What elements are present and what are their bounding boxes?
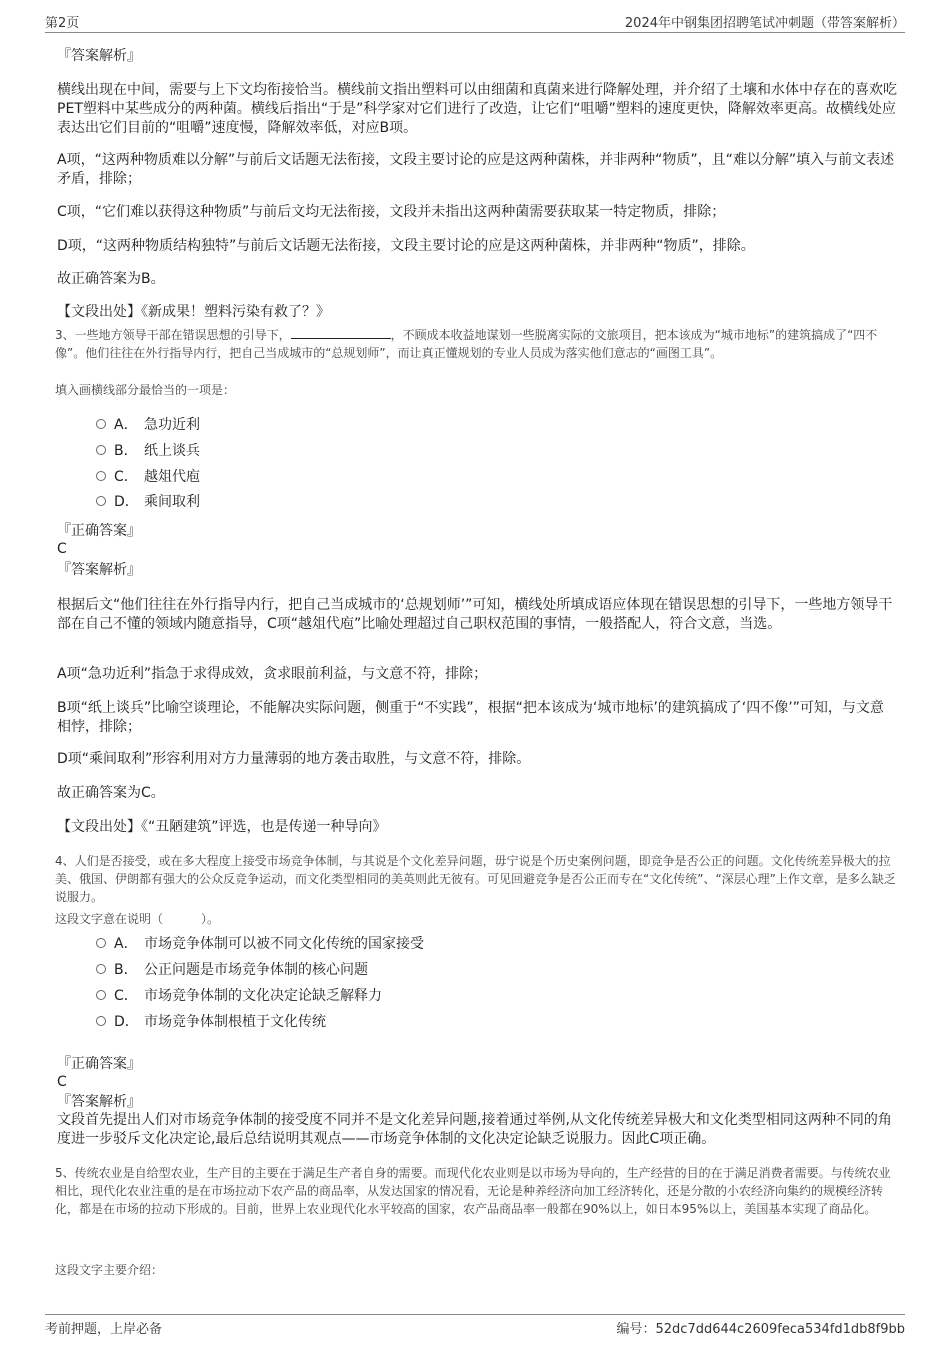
q4-stem: 4、人们是否接受，或在多大程度上接受市场竞争体制，与其说是个文化差异问题，毋宁说是个历史案例问题，即竞争是否公正的问题。文化传统差异极大的拉美、俄国、伊朗都有强大的公众反竞争运动，而文化类型相同的美英则此无彼有。可见回避竞争是否公正而专在“文化传统”、“深层心理”上作文章，是多么缺乏说服力。 xyxy=(55,854,896,904)
radio-icon[interactable] xyxy=(96,445,106,455)
q3-option-d-analysis: D项“乘间取利”形容利用对方力量薄弱的地方袭击取胜，与文意不符，排除。 xyxy=(57,751,531,767)
q2-source: 【文段出处】《新成果！塑料污染有救了？》 xyxy=(57,304,330,320)
q2-analysis: 横线出现在中间，需要与上下文均衔接恰当。横线前文指出塑料可以由细菌和真菌来进行降解处理，并介绍了土壤和水体中存在的喜欢吃PET塑料中某些成分的两种菌。横线后指出“于是”科学家对它们进行了改造，让它们“咀嚼”塑料的速度更快，降解效率更高。故横线处应表达出它们目前的“咀嚼”速度慢，降解效率低，对应B项。 xyxy=(57,82,897,136)
q5-prompt: 这段文字主要介绍： xyxy=(55,1263,164,1277)
radio-icon[interactable] xyxy=(96,496,106,506)
page-footer xyxy=(45,1314,905,1338)
radio-icon[interactable] xyxy=(96,938,106,948)
q3-answer-title: 『正确答案』 xyxy=(57,523,141,539)
q3-source: 【文段出处】《“丑陋建筑”评选，也是传递一种导向》 xyxy=(57,819,387,835)
radio-icon[interactable] xyxy=(96,419,106,429)
radio-icon[interactable] xyxy=(96,471,106,481)
q3-analysis-title: 『答案解析』 xyxy=(57,562,141,578)
q3-option-a[interactable]: A． 急功近利 xyxy=(96,416,200,434)
q2-analysis-title: 『答案解析』 xyxy=(57,48,141,64)
q4-answer: C xyxy=(57,1074,67,1090)
q4-option-d[interactable]: D． 市场竞争体制根植于文化传统 xyxy=(96,1013,326,1031)
document-code: 编号：52dc7dd644c2609feca534fd1db8f9bb xyxy=(616,1322,905,1337)
q3-option-a-analysis: A项“急功近利”指急于求得成效，贪求眼前利益，与文意不符，排除； xyxy=(57,666,488,682)
q3-prompt: 填入画横线部分最恰当的一项是： xyxy=(55,383,236,397)
q3-answer: C xyxy=(57,541,67,557)
document-title: 2024年中钢集团招聘笔试冲刺题（带答案解析） xyxy=(624,16,905,31)
q4-analysis: 文段首先提出人们对市场竞争体制的接受度不同并不是文化差异问题,接着通过举例,从文化传统差异极大和文化类型相同这两种不同的角度进一步驳斥文化决定论,最后总结说明其观点——市场竞争体制的文化决定论缺乏说服力。因此C项正确。 xyxy=(57,1112,892,1147)
q4-answer-title: 『正确答案』 xyxy=(57,1056,141,1072)
page-number: 第2页 xyxy=(45,16,80,31)
radio-icon[interactable] xyxy=(96,964,106,974)
q4-option-a[interactable]: A． 市场竞争体制可以被不同文化传统的国家接受 xyxy=(96,935,424,953)
q4-prompt: 这段文字意在说明（ ）。 xyxy=(55,912,220,926)
q2-option-c-analysis: C项，“它们难以获得这种物质”与前后文均无法衔接，文段并未指出这两种菌需要获取某一特定物质，排除； xyxy=(57,204,726,220)
q5-stem: 5、传统农业是自给型农业，生产目的主要在于满足生产者自身的需要。而现代化农业则是以市场为导向的，生产经营的目的在于满足消费者需要。与传统农业相比，现代化农业注重的是在市场拉动下农产品的商品率，从发达国家的情况看，无论是种养经济向加工经济转化，还是分散的小农经济向集约的规模经济转化，都是在市场的拉动下形成的。目前，世界上农业现代化水平较高的国家，农产品商品率一般都在90%以上，如日本95%以上，美国基本实现了商品化。 xyxy=(55,1166,891,1216)
q4-option-b[interactable]: B． 公正问题是市场竞争体制的核心问题 xyxy=(96,961,368,979)
radio-icon[interactable] xyxy=(96,990,106,1000)
q3-option-b[interactable]: B． 纸上谈兵 xyxy=(96,442,200,460)
q3-conclusion: 故正确答案为C。 xyxy=(57,785,165,801)
q3-analysis: 根据后文“他们往往在外行指导内行，把自己当成城市的‘总规划师’”可知，横线处所填成语应体现在错误思想的引导下，一些地方领导干部在自己不懂的领域内随意指导，C项“越俎代庖”比喻处理超过自己职权范围的事情，一般搭配人，符合文意，当选。 xyxy=(57,597,893,632)
q3-stem: 3、一些地方领导干部在错误思想的引导下， ，不顾成本收益地谋划一些脱离实际的文旅项目，把本该成为“城市地标”的建筑搞成了“四不像”。他们往往在外行指导内行，把自己当成城市的“总规划师”，而让真正懂规划的专业人员成为落实他们意志的“画图工具”。 xyxy=(55,328,878,360)
q2-option-d-analysis: D项，“这两种物质结构独特”与前后文话题无法衔接，文段主要讨论的应是这两种菌株，并非两种“物质”，排除。 xyxy=(57,238,755,254)
q3-blank xyxy=(291,326,391,339)
q3-option-d[interactable]: D． 乘间取利 xyxy=(96,493,200,511)
q2-option-a-analysis: A项，“这两种物质难以分解”与前后文话题无法衔接，文段主要讨论的应是这两种菌株，并非两种“物质”，且“难以分解”填入与前文表述矛盾，排除； xyxy=(57,152,895,187)
q3-option-b-analysis: B项“纸上谈兵”比喻空谈理论，不能解决实际问题，侧重于“不实践”，根据“把本该成为‘城市地标’的建筑搞成了‘四不像’”可知，与文意相悖，排除； xyxy=(57,700,884,735)
footer-slogan: 考前押题，上岸必备 xyxy=(45,1322,163,1337)
q2-conclusion: 故正确答案为B。 xyxy=(57,271,165,287)
q4-option-c[interactable]: C． 市场竞争体制的文化决定论缺乏解释力 xyxy=(96,987,382,1005)
q4-analysis-title: 『答案解析』 xyxy=(57,1094,141,1110)
radio-icon[interactable] xyxy=(96,1016,106,1026)
q3-option-c[interactable]: C． 越俎代庖 xyxy=(96,468,200,486)
page-header xyxy=(45,12,905,33)
